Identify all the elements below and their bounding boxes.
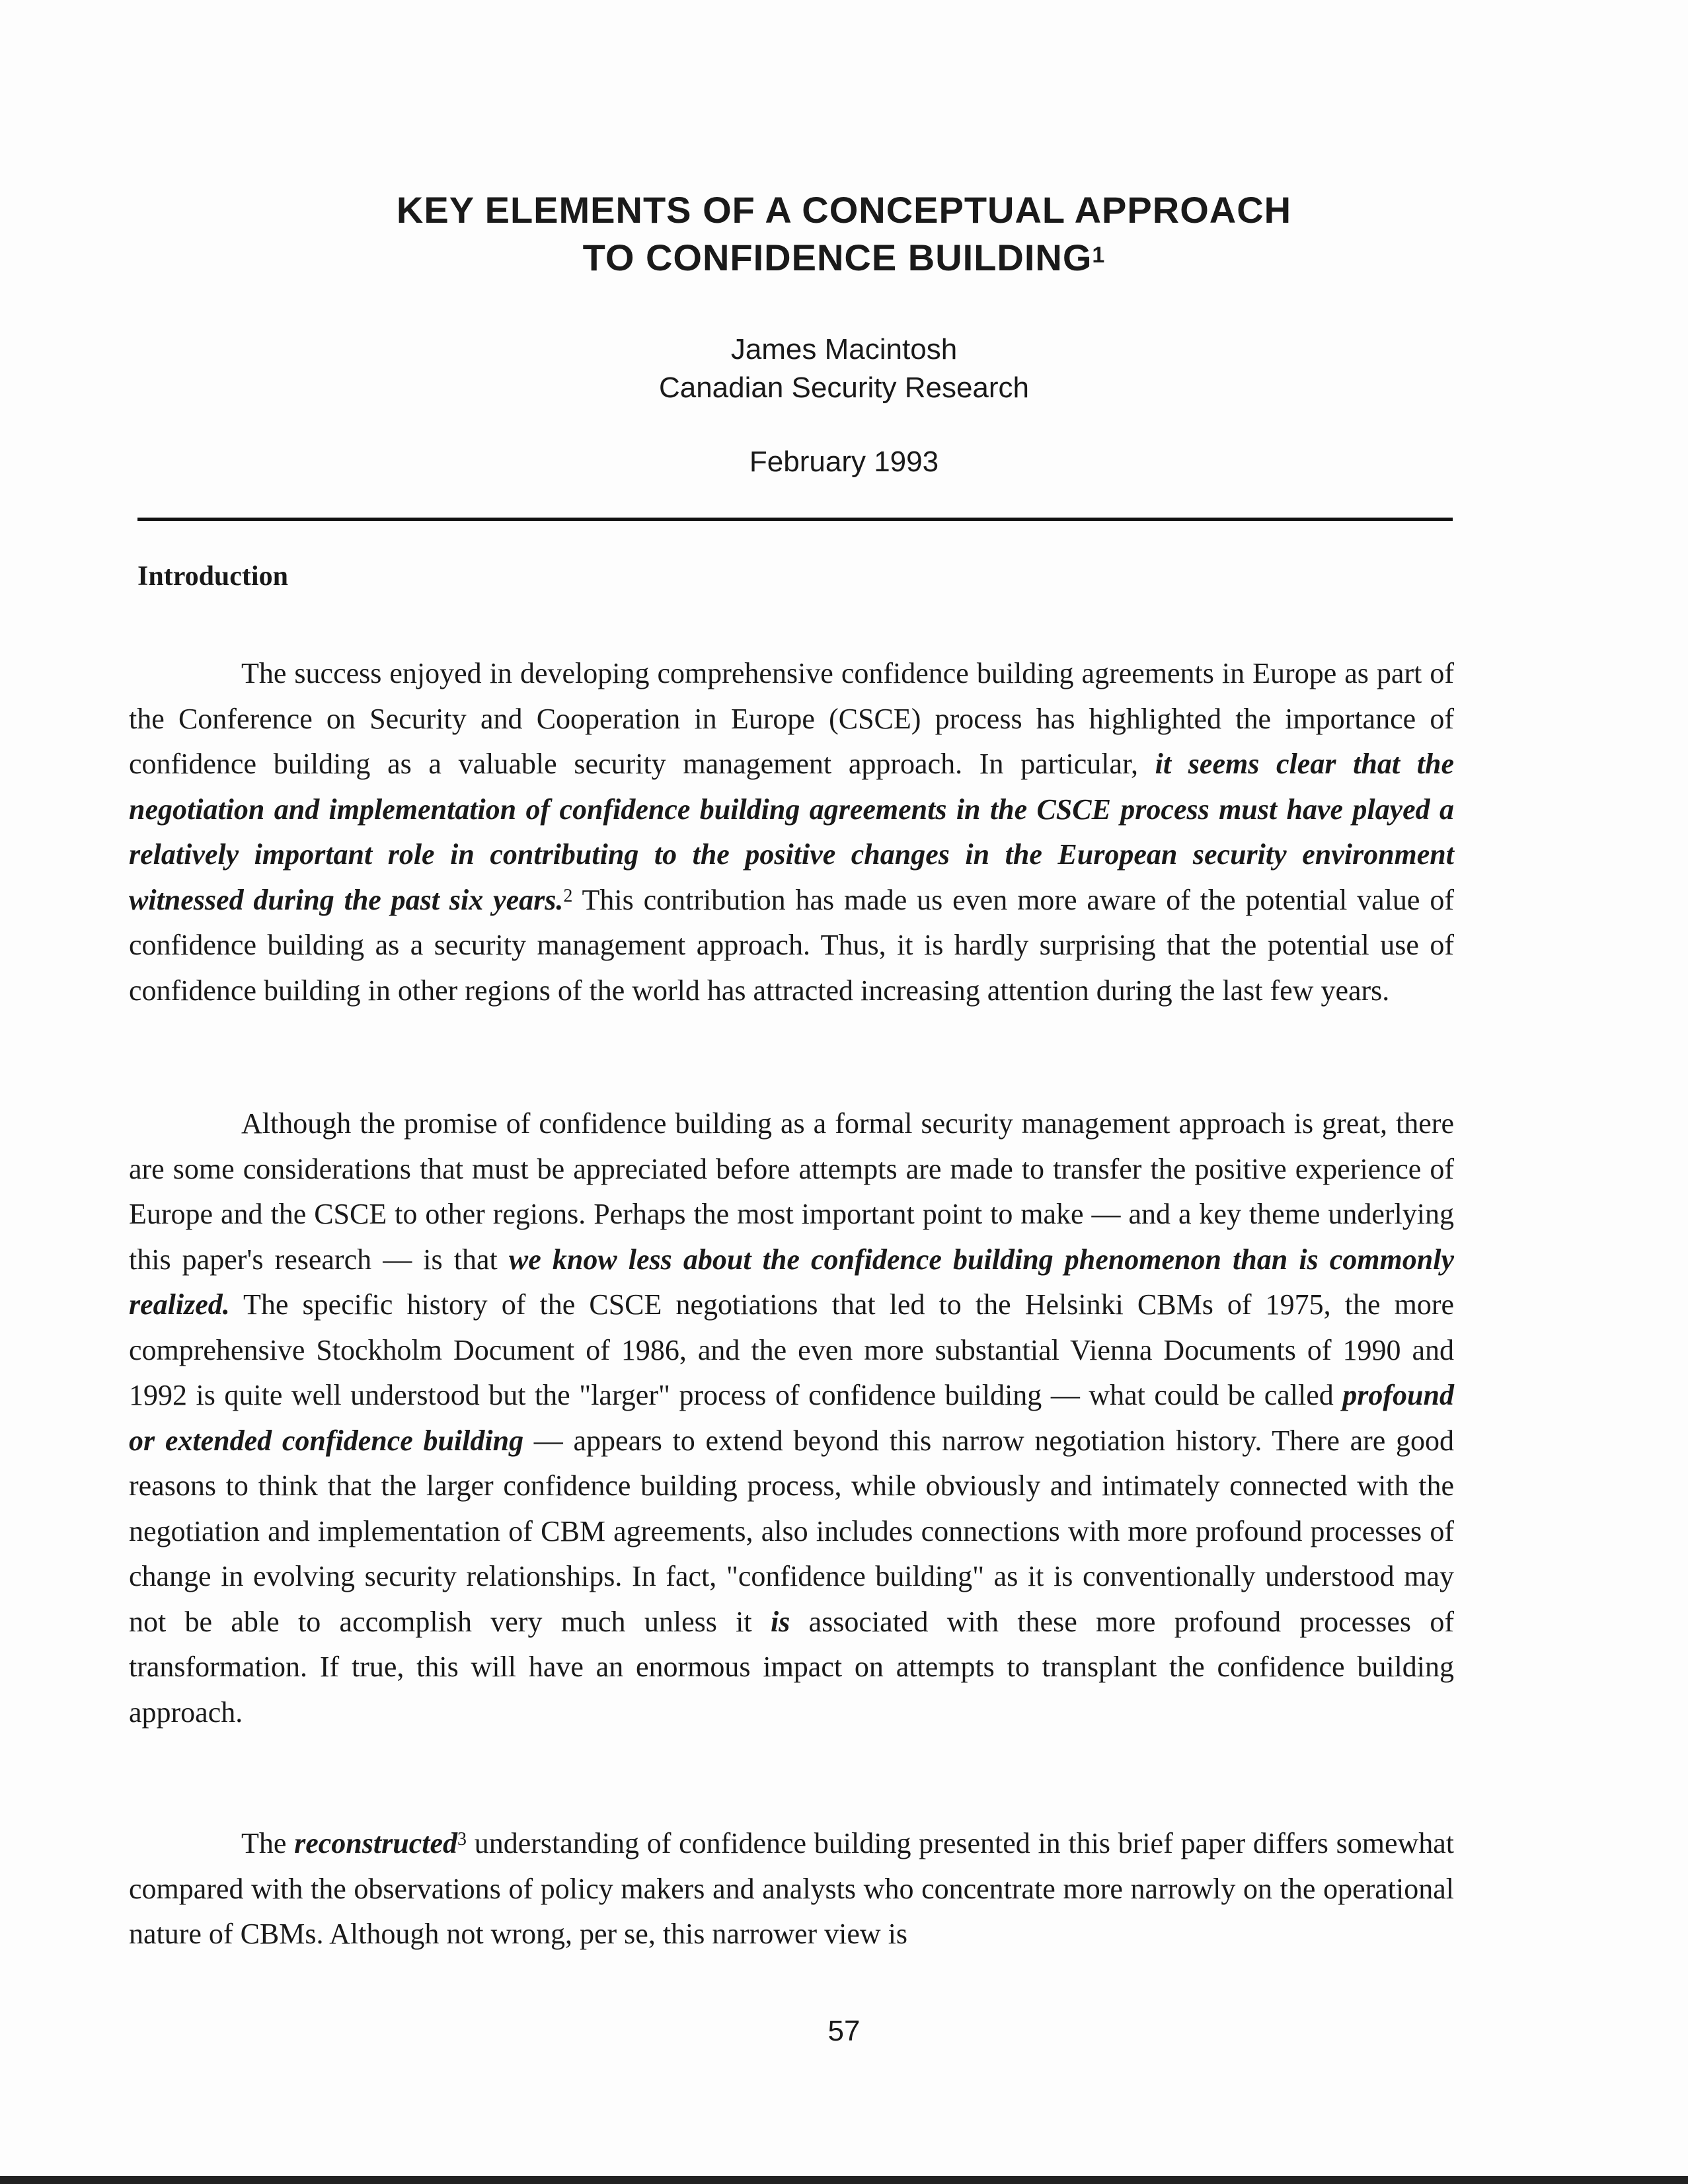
- body-text: This contribution has made us even more aware of the potential value of confidence building as a security management approach. Thus, it is hardly surprising that the potential use of confidence building in other regions of the world has attracted increasing attention during the last few years.: [129, 883, 1454, 1007]
- title-line-1: KEY ELEMENTS OF A CONCEPTUAL APPROACH: [396, 189, 1292, 231]
- author-affiliation: Canadian Security Research: [658, 371, 1030, 404]
- emphasis-text: profound or extended confidence building: [129, 1379, 1454, 1457]
- body-text: The success enjoyed in developing comprehensive confidence building agreements in Europe as part of the Conference on Security and Cooperation in Europe (CSCE) process has highlighted the importance of confidence building as a valuable security management approach. In particular,: [129, 657, 1454, 780]
- title-footnote-marker: 1: [1092, 243, 1106, 268]
- author-name: James Macintosh: [730, 333, 958, 366]
- emphasis-text: it seems clear that the negotiation and implementation of confidence building agreements in the CSCE process must have played a relatively important role in contributing to the positive changes in the European security environment witnessed during the past six years.: [129, 748, 1454, 916]
- footnote-marker: 2: [563, 885, 573, 906]
- paragraph-1: [129, 651, 1454, 1013]
- body-text: The: [241, 1827, 295, 1859]
- emphasis-text: reconstructed: [294, 1827, 458, 1859]
- scan-edge: [0, 2176, 1688, 2184]
- section-heading: Introduction: [137, 561, 288, 592]
- body-text: The specific history of the CSCE negotiations that led to the Helsinki CBMs of 1975, the more comprehensive Stockholm Document of 1986, and the even more substantial Vienna Documents of 1990 and 1992 is quite well understood but the "larger" process of confidence building — what could be called: [129, 1288, 1454, 1411]
- body-text: associated with these more profound processes of transformation. If true, this will have an enormous impact on attempts to transplant the confidence building approach.: [129, 1605, 1454, 1729]
- publication-date: February 1993: [749, 446, 939, 478]
- header-divider: [137, 518, 1453, 521]
- title-line-2: [0, 234, 1688, 282]
- title-line-2-text: TO CONFIDENCE BUILDING: [582, 237, 1093, 278]
- paragraph-2: [129, 1101, 1454, 1735]
- page-number: 57: [827, 2015, 861, 2047]
- document-title: [0, 186, 1688, 282]
- body-text: Although the promise of confidence building as a formal security management approach is great, there are some considerations that must be appreciated before attempts are made to transfer the positive experience of Europe and the CSCE to other regions. Perhaps the most important point to make — and a key theme underlying this paper's research — is that: [129, 1107, 1454, 1276]
- emphasis-text: is: [770, 1605, 790, 1638]
- emphasis-text: we know less about the confidence building phenomenon than is commonly realized.: [129, 1243, 1454, 1321]
- footnote-marker: 3: [457, 1829, 467, 1850]
- paragraph-3: [129, 1821, 1454, 1957]
- body-text: — appears to extend beyond this narrow negotiation history. There are good reasons to think that the larger confidence building process, while obviously and intimately connected with the negotiation and implementation of CBM agreements, also includes connections with more profound processes of change in evolving security relationships. In fact, "confidence building" as it is conventionally understood may not be able to accomplish very much unless it: [129, 1424, 1454, 1638]
- body-text: understanding of confidence building presented in this brief paper differs somewhat compared with the observations of policy makers and analysts who concentrate more narrowly on the operational nature of CBMs. Although not wrong, per se, this narrower view is: [129, 1827, 1455, 1950]
